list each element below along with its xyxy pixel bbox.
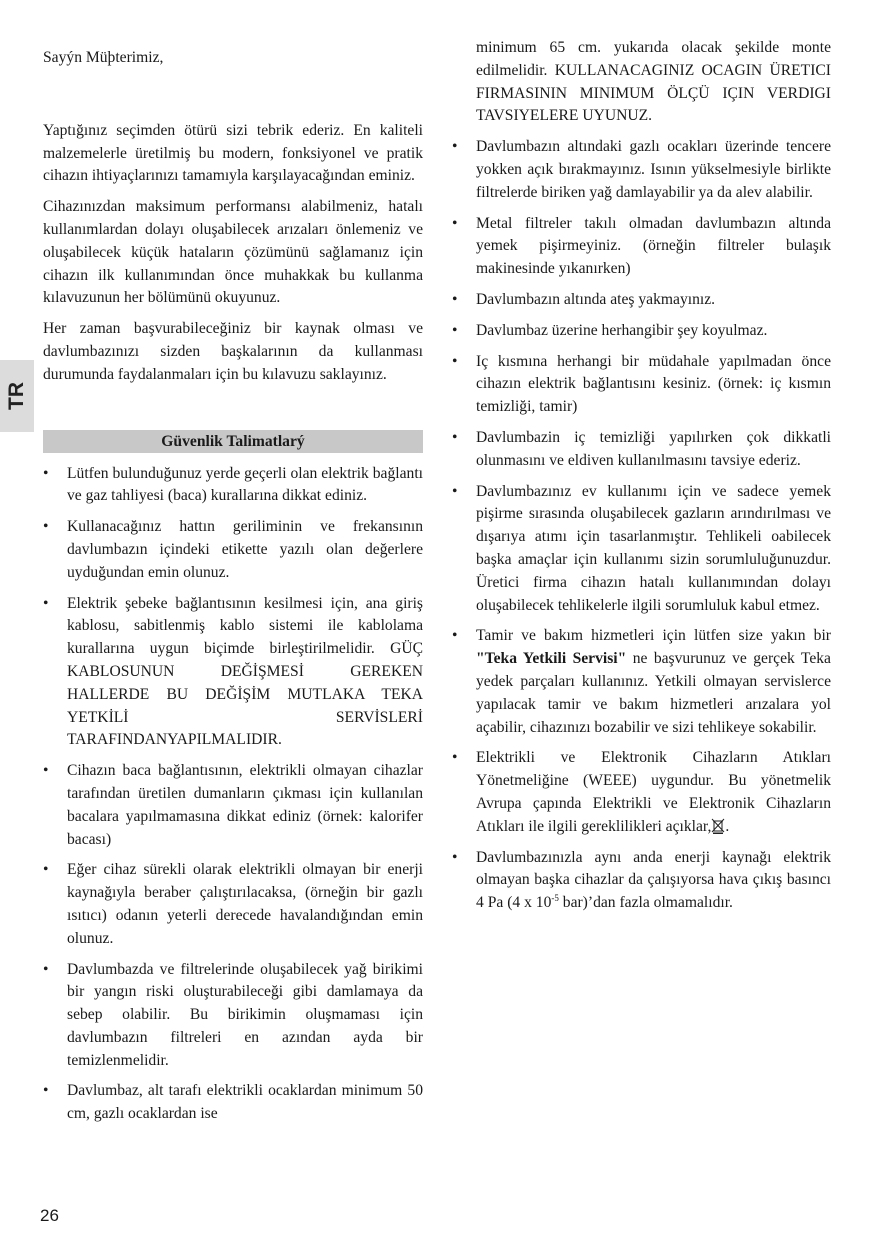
safety-item: • Davlumbaz üzerine herhangibir şey koyulmaz. xyxy=(452,320,831,343)
weee-text: Elektrikli ve Elektronik Cihazların Atıkları Yönetmeliğine (WEEE) uygundur. Bu yönetmelik Avrupa çapında Elektrikli ve Elektronik Cihazların Atıkları ile ilgili gereklilikleri açıklar, xyxy=(476,749,831,835)
continued-text: minimum 65 cm. yukarıda olacak şekilde monte edilmelidir. KULLANACAGINIZ OCAGIN ÜRETICI FIRMASININ MINIMUM ÖLÇÜ IÇIN VERDIGI TAVSIYELERE UYUNUZ. xyxy=(476,39,831,125)
weee-bin-icon xyxy=(711,818,725,834)
service-text-after: ne başvurunuz ve gerçek Teka yedek parçaları kullanınız. Yetkili olmayan servislerce yapılacak tamir ve bakım hizmetleri arızalara yol açabilir, cihazınızı bozabilir ve sizi tehlikeye sokabilir. xyxy=(476,650,831,736)
intro-paragraph: Cihazınızdan maksimum performansı alabilmeniz, hatalı kullanımlardan dolayı oluşabilecek arızaları önlemeniz ve oluşabilecek küçük hataların çözümünü sağlamanız için cihazın ilk kullanımından önce muhakkak bu kullanma kılavuzunun her bölümünü okuyunuz. xyxy=(43,198,423,307)
safety-item: • Metal filtreler takılı olmadan davlumbazın altında yemek pişirmeyiniz. (örneğin filtreler bulaşık makinesinde yıkanırken) xyxy=(452,213,831,281)
pressure-text-after: bar)’dan fazla olmamalıdır. xyxy=(558,894,733,912)
safety-item: • Davlumbazınız ev kullanımı için ve sadece yemek pişirme sırasında oluşabilecek gazların arındırılması ve dışarıya atımı için tasarlanmıştır. Tehlikeli oabilecek başka amaçlar için kullanımı sizin sorumluluğunuzdur. Üretici firma cihazın hatalı kullanımından dolayı oluşabilecek tehlikelerle ilgili sorumluluk kabul etmez. xyxy=(452,481,831,618)
service-name: "Teka Yetkili Servisi" xyxy=(476,650,627,668)
service-text-before: Tamir ve bakım hizmetleri için lütfen size yakın bir xyxy=(476,627,831,645)
safety-item: • Davlumbazda ve filtrelerinde oluşabilecek yağ birikimi bir yangın riski oluşturabileceği gibi damlamaya da sebep olabilir. Bu birikimin oluşmaması için davlumbazın filtreleri en azından ayda bir temizlenmelidir. xyxy=(43,959,423,1073)
left-column xyxy=(43,37,423,1134)
safety-item: • Elektrik şebeke bağlantısının kesilmesi için, ana giriş kablosu, sabitlenmiş kablo sistemi ile kablolama kurallarına uygun biçimde birleştirilmelidir. GÜÇ KABLOSUNUN DEĞİŞMESİ GEREKEN HALLERDE BU DEĞİŞİM MUTLAKA TEKA YETKİLİ SERVİSLERİ TARAFINDANYAPILMALIDIR. xyxy=(43,593,423,753)
safety-item: • Davlumbazın altında ateş yakmayınız. xyxy=(452,289,831,312)
section-title: Güvenlik Talimatlarý xyxy=(43,430,423,453)
pressure-text-before: Davlumbazınızla aynı anda enerji kaynağı elektrik olmayan başka cihazlar da çalışıyorsa hava çıkış basıncı 4 Pa (4 x 10 xyxy=(476,848,831,912)
safety-list-left xyxy=(43,463,423,1127)
safety-list-right xyxy=(452,136,831,915)
weee-end: . xyxy=(725,817,730,835)
language-tab xyxy=(0,360,34,432)
safety-item: • Kullanacağınız hattın geriliminin ve frekansının davlumbazın içindeki etikette yazılı olan değerlere uyduğundan emin olunuz. xyxy=(43,516,423,584)
pressure-item xyxy=(452,847,831,915)
safety-item: • Davlumbazın altındaki gazlı ocakları üzerinde tencere yokken açık bırakmayınız. Isının yükselmesiyle birlikte filtrelerde biriken yağ damlayabilir ya da alev alabilir. xyxy=(452,136,831,204)
safety-item: • Lütfen bulunduğunuz yerde geçerli olan elektrik bağlantı ve gaz tahliyesi (baca) kurallarına dikkat ediniz. xyxy=(43,463,423,509)
greeting: Sayýn Müþterimiz, xyxy=(43,49,164,66)
intro-paragraph: Her zaman başvurabileceğiniz bir kaynak olması ve davlumbazınızı sizden başkalarının da kullanması durumunda faydalanmaları için bu kılavuzu saklayınız. xyxy=(43,320,423,383)
safety-item: • Davlumbazin iç temizliği yapılırken çok dikkatli olunmasını ve eldiven kullanılmasını tavsiye ederiz. xyxy=(452,427,831,473)
page-number: 26 xyxy=(40,1206,59,1225)
weee-item xyxy=(452,747,831,838)
pressure-exponent: -5 xyxy=(551,892,559,903)
safety-item: • Eğer cihaz sürekli olarak elektrikli olmayan bir enerji kaynağıyla beraber çalıştırılacaksa, (örneğin bir gazlı ısıtıcı) odanın yeterli derecede havalandığından emin olunuz. xyxy=(43,859,423,950)
language-code: TR xyxy=(5,382,28,410)
safety-item: • Iç kısmına herhangi bir müdahale yapılmadan önce cihazın elektrik bağlantısını kesiniz. (örnek: iç kısmın temizliği, tamir) xyxy=(452,351,831,419)
service-item xyxy=(452,625,831,739)
intro-paragraph: Yaptığınız seçimden ötürü sizi tebrik ederiz. En kaliteli malzemelerle üretilmiş bu modern, fonksiyonel ve pratik cihazın ihtiyaçlarınızı tamamıyla karşılayacağından eminiz. xyxy=(43,121,423,185)
safety-item: • Cihazın baca bağlantısının, elektrikli olmayan cihazlar tarafından üretilen dumanların çıkması için kullanılan bacalara yapılmamasına dikkat ediniz (örnek: kalorifer bacası) xyxy=(43,760,423,851)
safety-item: • Davlumbaz, alt tarafı elektrikli ocaklardan minimum 50 cm, gazlı ocaklardan ise xyxy=(43,1080,423,1126)
right-column xyxy=(452,37,831,923)
